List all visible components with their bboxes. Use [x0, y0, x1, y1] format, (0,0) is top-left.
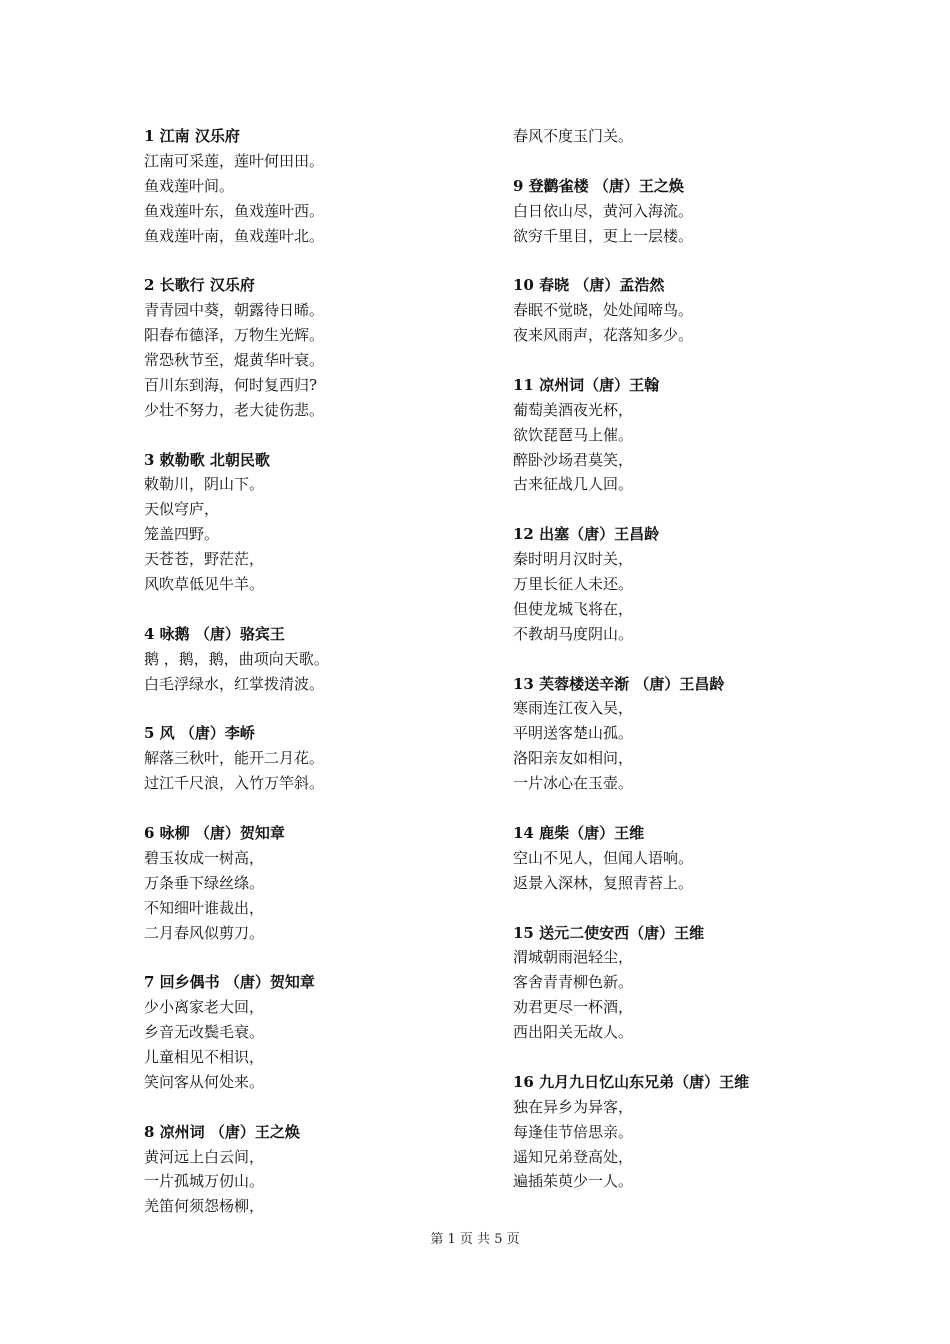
poem-line: 但使龙城飞将在， — [513, 599, 634, 618]
poem-line: 过江千尺浪，入竹万竿斜。 — [144, 774, 325, 793]
poem-line: 敕勒川，阴山下。 — [144, 475, 265, 494]
poem-line: 羌笛何须怨杨柳， — [144, 1197, 265, 1216]
poem-line: 秦时明月汉时关， — [513, 550, 634, 569]
poem-line: 江南可采莲，莲叶何田田。 — [144, 151, 325, 170]
poem-line: 鱼戏莲叶间。 — [144, 176, 235, 195]
poem-line: 少壮不努力，老大徒伤悲。 — [144, 400, 325, 419]
poem-block — [513, 273, 863, 348]
poem-title: 3 敕勒歌 北朝民歌 — [144, 450, 270, 469]
poem-line: 客舍青青柳色新。 — [513, 973, 634, 992]
poem-line: 渭城朝雨浥轻尘， — [513, 948, 634, 967]
poem-line: 鹅 ，鹅，鹅，曲项向天歌。 — [144, 649, 329, 668]
poem-line: 天似穹庐， — [144, 500, 220, 519]
poem-title: 2 长歌行 汉乐府 — [144, 276, 255, 295]
poem-line: 阳春布德泽，万物生光辉。 — [144, 326, 325, 345]
poem-line: 万里长征人未还。 — [513, 575, 634, 594]
poem-block — [513, 174, 863, 249]
poem-title: 10 春晓 （唐）孟浩然 — [513, 276, 665, 295]
page-footer: 第 1 页 共 5 页 — [430, 1232, 520, 1247]
poem-line: 解落三秋叶，能开二月花。 — [144, 749, 325, 768]
poem-line: 白毛浮绿水，红掌拨清波。 — [144, 674, 325, 693]
poem-line: 遍插茱萸少一人。 — [513, 1172, 634, 1191]
poem-line: 一片冰心在玉壶。 — [513, 774, 634, 793]
poem-line: 遥知兄弟登高处， — [513, 1147, 634, 1166]
poem-block — [144, 448, 494, 597]
poem-line: 笑问客从何处来。 — [144, 1072, 265, 1091]
poem-line: 空山不见人，但闻人语响。 — [513, 848, 694, 867]
poem-line: 天苍苍，野茫茫， — [144, 550, 265, 569]
poem-title: 9 登鹳雀楼 （唐）王之焕 — [513, 176, 684, 195]
poem-title: 15 送元二使安西（唐）王维 — [513, 923, 705, 942]
poem-line: 不知细叶谁裁出， — [144, 898, 265, 917]
poem-title: 11 凉州词（唐）王翰 — [513, 375, 660, 394]
poem-line: 每逢佳节倍思亲。 — [513, 1122, 634, 1141]
poem-line: 寒雨连江夜入吴， — [513, 699, 634, 718]
poem-line: 碧玉妆成一树高， — [144, 848, 265, 867]
poem-title: 8 凉州词 （唐）王之焕 — [144, 1122, 300, 1141]
poem-title: 13 芙蓉楼送辛渐 （唐）王昌龄 — [513, 674, 725, 693]
poem-block — [513, 821, 863, 896]
poem-line: 鱼戏莲叶东，鱼戏莲叶西。 — [144, 201, 325, 220]
poem-line: 独在异乡为异客， — [513, 1097, 634, 1116]
poem-line: 万条垂下绿丝绦。 — [144, 873, 265, 892]
poem-block — [513, 373, 863, 497]
poem-line: 春风不度玉门关。 — [513, 127, 634, 145]
poem-block — [144, 970, 494, 1094]
poem-line: 平明送客楚山孤。 — [513, 724, 634, 743]
poem-title: 6 咏柳 （唐）贺知章 — [144, 823, 285, 842]
poem-line: 春眠不觉晓，处处闻啼鸟。 — [513, 301, 694, 320]
poem-title: 4 咏鹅 （唐）骆宾王 — [144, 624, 285, 643]
poem-block — [144, 273, 494, 422]
poem-line: 鱼戏莲叶南，鱼戏莲叶北。 — [144, 226, 325, 245]
poem-block — [144, 821, 494, 945]
poem-title: 5 风 （唐）李峤 — [144, 724, 255, 743]
right-column — [513, 124, 863, 1219]
poem-title: 7 回乡偶书 （唐）贺知章 — [144, 973, 315, 992]
poem-title: 12 出塞（唐）王昌龄 — [513, 525, 660, 544]
poem-line: 少小离家老大回， — [144, 998, 265, 1017]
poem-line: 乡音无改鬓毛衰。 — [144, 1023, 265, 1042]
poem-block — [513, 672, 863, 796]
poem-block — [144, 721, 494, 796]
poem-line: 百川东到海，何时复西归? — [144, 375, 318, 394]
poem-line: 夜来风雨声，花落知多少。 — [513, 326, 694, 345]
poem-title: 16 九月九日忆山东兄弟（唐）王维 — [513, 1072, 750, 1091]
poem-title: 1 江南 汉乐府 — [144, 127, 240, 145]
poem-line: 青青园中葵，朝露待日晞。 — [144, 301, 325, 320]
poem-line: 黄河远上白云间， — [144, 1147, 265, 1166]
poem-line: 风吹草低见牛羊。 — [144, 575, 265, 594]
poem-line: 欲饮琵琶马上催。 — [513, 425, 634, 444]
poem-line: 笼盖四野。 — [144, 525, 220, 544]
poem-line: 西出阳关无故人。 — [513, 1023, 634, 1042]
poem-line: 一片孤城万仞山。 — [144, 1172, 265, 1191]
poem-block — [144, 622, 494, 697]
poem-line: 白日依山尽，黄河入海流。 — [513, 201, 694, 220]
poem-line: 葡萄美酒夜光杯， — [513, 400, 634, 419]
poem-line: 不教胡马度阴山。 — [513, 624, 634, 643]
poem-line: 返景入深林，复照青苔上。 — [513, 873, 694, 892]
poem-block — [144, 1120, 494, 1220]
poem-line: 二月春风似剪刀。 — [144, 923, 265, 942]
poem-line: 劝君更尽一杯酒， — [513, 998, 634, 1017]
poem-title: 14 鹿柴（唐）王维 — [513, 823, 645, 842]
poem-line: 常恐秋节至，焜黄华叶衰。 — [144, 351, 325, 370]
left-column — [144, 124, 494, 1244]
poem-block — [144, 124, 494, 248]
poem-continuation — [513, 124, 863, 149]
poem-block — [513, 522, 863, 646]
poem-line: 儿童相见不相识， — [144, 1047, 265, 1066]
poem-block — [513, 921, 863, 1045]
poem-block — [513, 1070, 863, 1194]
poem-line: 欲穷千里目，更上一层楼。 — [513, 226, 694, 245]
poem-line: 古来征战几人回。 — [513, 475, 634, 494]
poem-line: 洛阳亲友如相问， — [513, 749, 634, 768]
poem-line: 醉卧沙场君莫笑， — [513, 450, 634, 469]
